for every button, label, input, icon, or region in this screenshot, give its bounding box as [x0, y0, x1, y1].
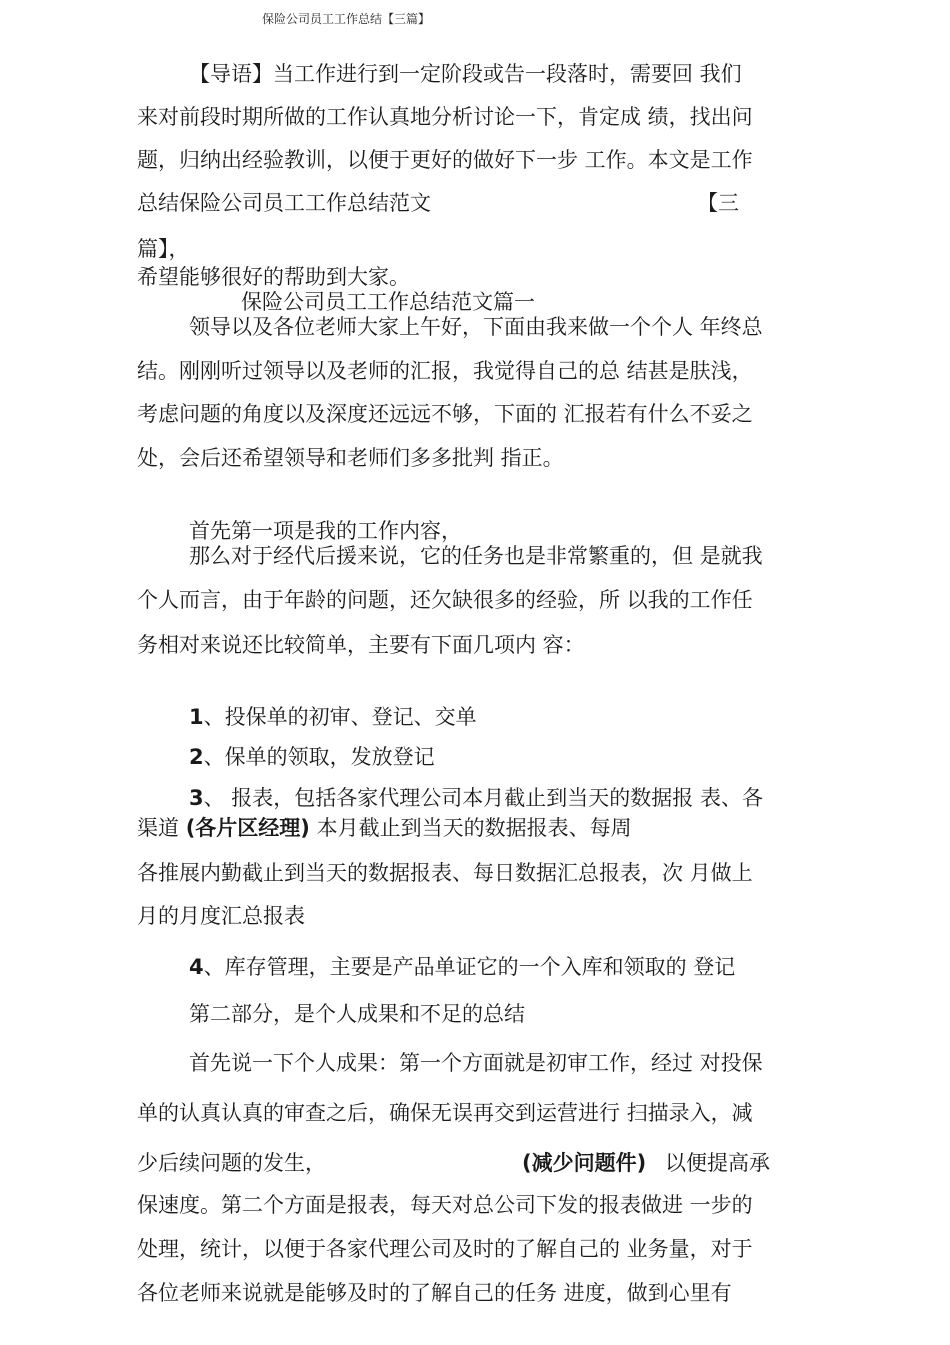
- list-item-number: 1: [189, 705, 204, 729]
- section-title: 保险公司员工工作总结范文篇一: [241, 290, 535, 314]
- paragraph-line: 处理，统计，以便于各家代理公司及时的了解自己的 业务量，对于: [137, 1237, 753, 1261]
- list-item-number: 2: [189, 745, 204, 769]
- paragraph-line: 保速度。第二个方面是报表，每天对总公司下发的报表做进 一步的: [137, 1193, 753, 1217]
- list-item-text: 、 报表，包括各家代理公司本月截止到当天的数据报 表、各: [203, 786, 763, 810]
- paragraph-line: 首先第一项是我的工作内容，: [189, 519, 462, 543]
- intro-line: 篇】，: [137, 237, 190, 261]
- intro-line: 【导语】当工作进行到一定阶段或告一段落时，需要回 我们: [189, 62, 742, 86]
- paragraph-line: 以便提高承: [665, 1151, 770, 1175]
- list-item-text: 、投保单的初审、登记、交单: [203, 705, 477, 729]
- list-item-text: 渠道: [137, 816, 179, 840]
- paragraph-line: 少后续问题的发生，: [137, 1151, 326, 1175]
- list-item-text: 、库存管理，主要是产品单证它的一个入库和领取的 登记: [203, 955, 736, 979]
- intro-line: 来对前段时期所做的工作认真地分析讨论一下，肯定成 绩，找出问: [137, 105, 753, 129]
- paragraph-line: 务相对来说还比较简单，主要有下面几项内 容：: [137, 633, 585, 657]
- paragraph-line: 考虑问题的角度以及深度还远远不够，下面的 汇报若有什么不妥之: [137, 402, 753, 426]
- paragraph-line: 结。刚刚听过领导以及老师的汇报，我觉得自己的总 结甚是肤浅，: [137, 359, 753, 383]
- paragraph-line: 单的认真认真的审查之后，确保无误再交到运营进行 扫描录入，减: [137, 1101, 753, 1125]
- intro-line: 【三: [697, 191, 739, 215]
- list-item-text: (各片区经理): [185, 816, 310, 840]
- document-header: 保险公司员工工作总结【三篇】: [262, 12, 431, 26]
- list-item-continuation: 月的月度汇总报表: [137, 904, 305, 928]
- paragraph-line: 首先说一下个人成果：第一个方面就是初审工作，经过 对投保: [189, 1051, 763, 1075]
- list-item: [189, 704, 477, 730]
- intro-line: 总结保险公司员工工作总结范文: [137, 191, 431, 215]
- paragraph-line: 个人而言，由于年龄的问题，还欠缺很多的经验，所 以我的工作任: [137, 588, 753, 612]
- paragraph-line: (减少问题件): [522, 1151, 647, 1175]
- list-item-text: 本月截止到当天的数据报表、每周: [316, 816, 632, 840]
- list-item: [189, 785, 763, 811]
- list-item-text: 、保单的领取，发放登记: [203, 745, 435, 769]
- paragraph-line: 领导以及各位老师大家上午好，下面由我来做一个个人 年终总: [189, 315, 763, 339]
- list-item-number: 4: [189, 955, 204, 979]
- list-item-number: 3: [189, 786, 204, 810]
- intro-line: 题，归纳出经验教训，以便于更好的做好下一步 工作。本文是工作: [137, 148, 753, 172]
- list-item: [189, 744, 435, 770]
- intro-line: 希望能够很好的帮助到大家。: [137, 265, 410, 289]
- paragraph-line: 那么对于经代后援来说，它的任务也是非常繁重的，但 是就我: [189, 544, 763, 568]
- paragraph-line: 第二部分，是个人成果和不足的总结: [189, 1002, 525, 1026]
- paragraph-line: 各位老师来说就是能够及时的了解自己的任务 进度，做到心里有: [137, 1281, 732, 1305]
- paragraph-line: 处，会后还希望领导和老师们多多批判 指正。: [137, 446, 564, 470]
- list-item-continuation: [137, 815, 632, 841]
- list-item-continuation: 各推展内勤截止到当天的数据报表、每日数据汇总报表，次 月做上: [137, 861, 753, 885]
- list-item: [189, 954, 735, 980]
